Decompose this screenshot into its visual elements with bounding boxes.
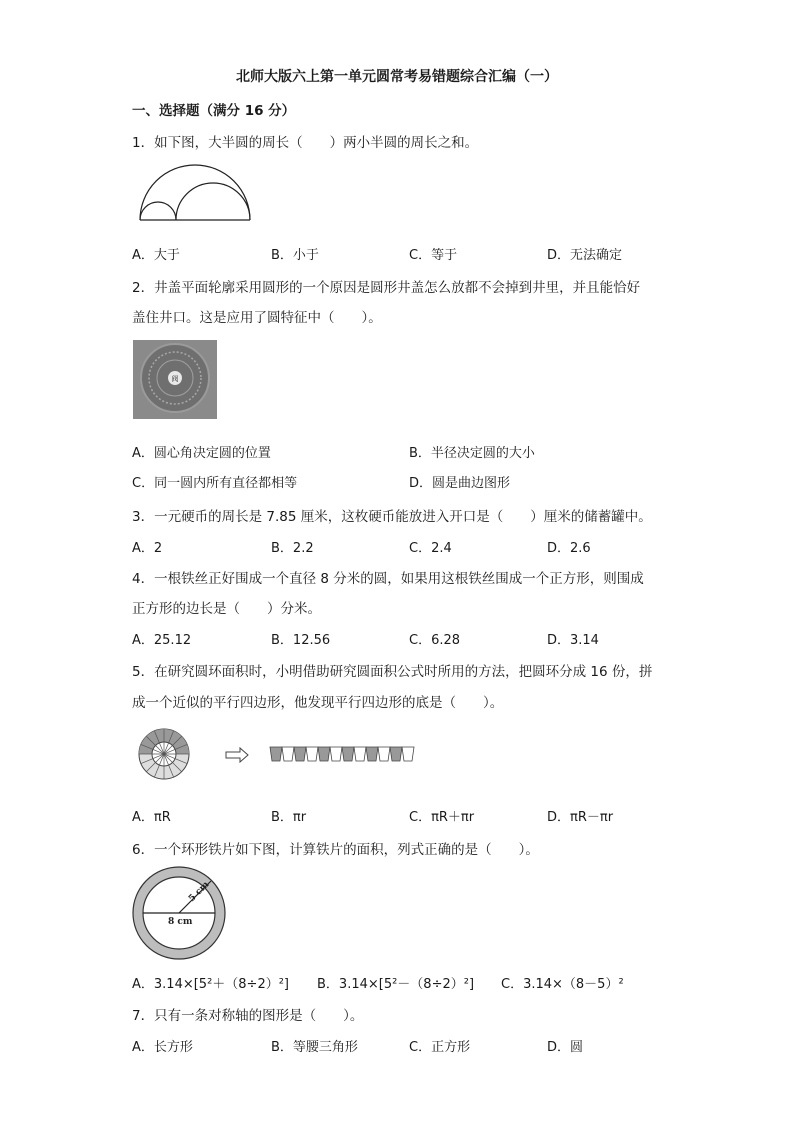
question-3-stem: 3．一元硬币的周长是 7.85 厘米，这枚硬币能放进入开口是（ ）厘米的储蓄罐中。 bbox=[132, 509, 652, 525]
option-7d[interactable]: D．圆 bbox=[547, 1040, 584, 1055]
option-3d[interactable]: D．2.6 bbox=[547, 541, 591, 556]
option-1a[interactable]: A．大于 bbox=[132, 248, 180, 263]
question-2-stem-line1: 2．井盖平面轮廓采用圆形的一个原因是圆形井盖怎么放都不会掉到井里，并且能恰好 bbox=[132, 280, 641, 296]
option-5a[interactable]: A．πR bbox=[132, 810, 171, 825]
arrow-icon bbox=[226, 748, 248, 762]
question-2-stem-line2: 盖住井口。这是应用了圆特征中（ ）。 bbox=[132, 310, 382, 326]
option-5d[interactable]: D．πR－πr bbox=[547, 810, 614, 825]
question-5-stem-line2: 成一个近似的平行四边形，他发现平行四边形的底是（ ）。 bbox=[132, 695, 504, 711]
divided-ring-diagram bbox=[139, 729, 189, 779]
option-4c[interactable]: C．6.28 bbox=[409, 633, 461, 648]
page-title: 北师大版六上第一单元圆常考易错题综合汇编（一） bbox=[236, 69, 558, 85]
question-6-stem: 6．一个环形铁片如下图，计算铁片的面积，列式正确的是（ ）。 bbox=[132, 842, 539, 858]
section-heading: 一、选择题（满分 16 分） bbox=[132, 103, 296, 119]
option-7b[interactable]: B．等腰三角形 bbox=[271, 1040, 358, 1055]
svg-text:阀: 阀 bbox=[171, 375, 179, 383]
option-2b[interactable]: B．半径决定圆的大小 bbox=[409, 446, 535, 461]
question-4-stem-line1: 4．一根铁丝正好围成一个直径 8 分米的圆，如果用这根铁丝围成一个正方形，则围成 bbox=[132, 571, 644, 587]
option-1c[interactable]: C．等于 bbox=[409, 248, 458, 263]
option-6c[interactable]: C．3.14×（8－5）² bbox=[501, 977, 624, 992]
ring-figure bbox=[130, 864, 228, 962]
option-1b[interactable]: B．小于 bbox=[271, 248, 319, 263]
option-2c[interactable]: C．同一圆内所有直径都相等 bbox=[132, 476, 298, 491]
approx-parallelogram bbox=[270, 747, 414, 761]
svg-text:5 cm: 5 cm bbox=[187, 879, 212, 905]
option-1d[interactable]: D．无法确定 bbox=[547, 248, 623, 263]
option-7c[interactable]: C．正方形 bbox=[409, 1040, 471, 1055]
ring-to-parallelogram-figure bbox=[130, 728, 420, 782]
semicircles-figure bbox=[138, 158, 254, 224]
question-4-stem-line2: 正方形的边长是（ ）分米。 bbox=[132, 601, 321, 617]
option-3c[interactable]: C．2.4 bbox=[409, 541, 452, 556]
small-semicircle-right bbox=[176, 183, 250, 220]
option-6a[interactable]: A．3.14×[5²＋（8÷2）²] bbox=[132, 977, 290, 992]
option-2d[interactable]: D．圆是曲边图形 bbox=[409, 476, 511, 491]
option-3b[interactable]: B．2.2 bbox=[271, 541, 314, 556]
small-semicircle-left bbox=[140, 202, 176, 220]
option-5c[interactable]: C．πR＋πr bbox=[409, 810, 475, 825]
manhole-photo bbox=[133, 340, 217, 419]
question-5-stem-line1: 5．在研究圆环面积时，小明借助研究圆面积公式时所用的方法，把圆环分成 16 份，拼 bbox=[132, 664, 653, 680]
option-4b[interactable]: B．12.56 bbox=[271, 633, 331, 648]
question-1-stem: 1．如下图，大半圆的周长（ ）两小半圆的周长之和。 bbox=[132, 135, 479, 151]
option-6b[interactable]: B．3.14×[5²－（8÷2）²] bbox=[317, 977, 475, 992]
large-semicircle bbox=[140, 165, 250, 220]
question-7-stem: 7．只有一条对称轴的图形是（ ）。 bbox=[132, 1008, 364, 1024]
option-7a[interactable]: A．长方形 bbox=[132, 1040, 193, 1055]
option-5b[interactable]: B．πr bbox=[271, 810, 307, 825]
option-3a[interactable]: A．2 bbox=[132, 541, 163, 556]
option-4a[interactable]: A．25.12 bbox=[132, 633, 192, 648]
svg-text:8 cm: 8 cm bbox=[168, 917, 193, 927]
option-4d[interactable]: D．3.14 bbox=[547, 633, 599, 648]
option-2a[interactable]: A．圆心角决定圆的位置 bbox=[132, 446, 271, 461]
